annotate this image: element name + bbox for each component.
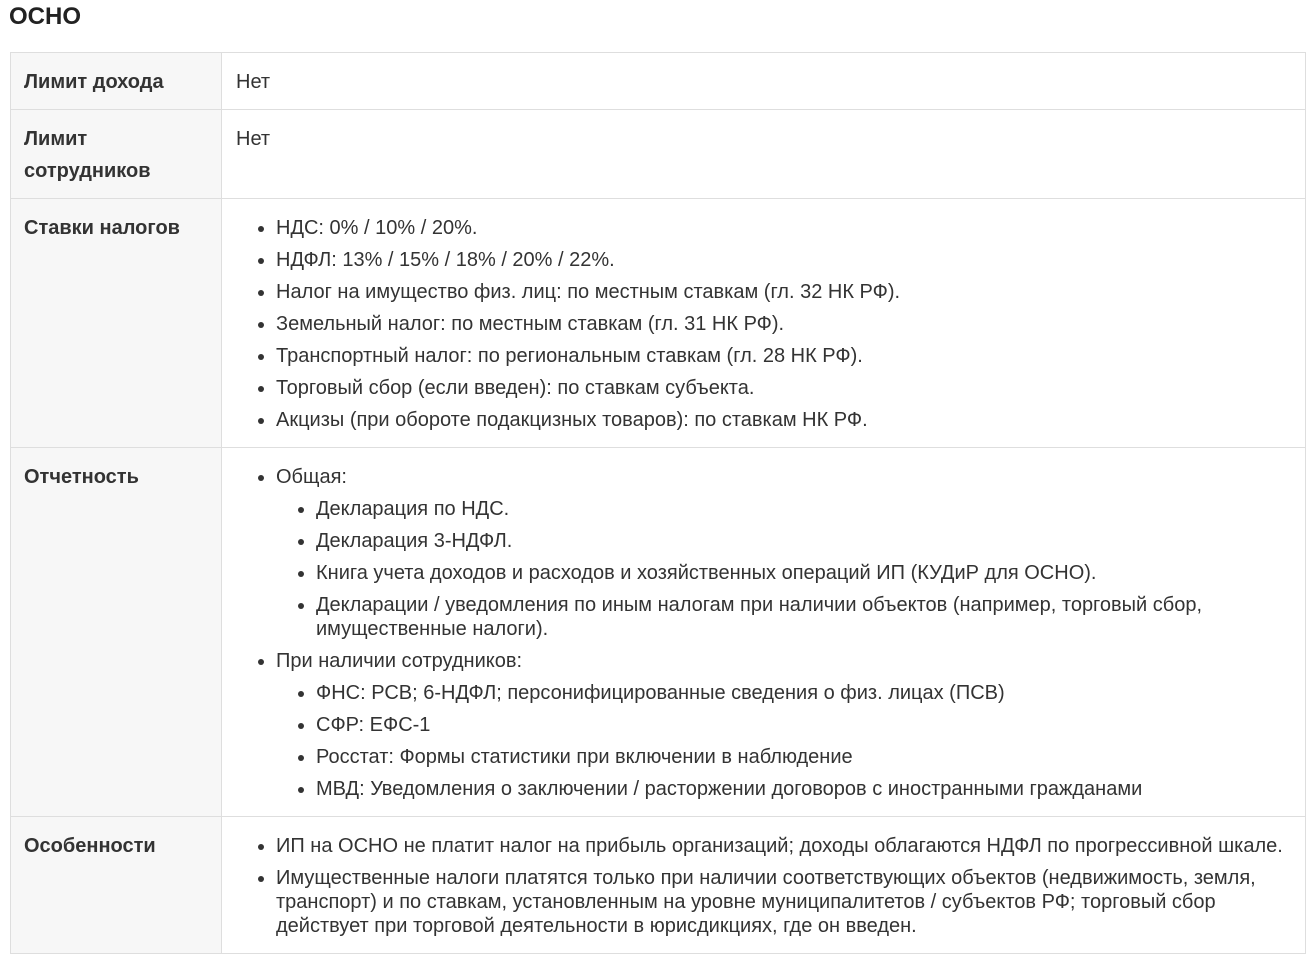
row-value-features: [222, 817, 1306, 954]
list-item: • СФР: ЕФС-1: [316, 709, 1291, 741]
table-row-tax-rates: [11, 199, 1306, 448]
regime-table: [10, 52, 1306, 954]
list-item: • Декларация по НДС.: [316, 493, 1291, 525]
page-title: ОСНО: [9, 3, 81, 30]
general-sublist: [276, 493, 1291, 645]
row-value-staff-limit: Нет: [222, 110, 1306, 199]
tax-rates-list: [236, 212, 1291, 436]
general-label: Общая:: [276, 466, 347, 488]
list-item: • ИП на ОСНО не платит налог на прибыль организаций; доходы облагаются НДФЛ по прогрессивной шкале.: [276, 830, 1291, 862]
list-item-employees: [276, 645, 1291, 805]
features-list: [236, 830, 1291, 942]
list-item: • Земельный налог: по местным ставкам (гл. 31 НК РФ).: [276, 308, 1291, 340]
list-item: • Книга учета доходов и расходов и хозяйственных операций ИП (КУДиР для ОСНО).: [316, 557, 1291, 589]
list-item: • ФНС: РСВ; 6-НДФЛ; персонифицированные сведения о физ. лицах (ПСВ): [316, 677, 1291, 709]
row-value-reporting: [222, 448, 1306, 817]
table-row-features: [11, 817, 1306, 954]
table-row-staff-limit: [11, 110, 1306, 199]
row-label-reporting: Отчетность: [11, 448, 222, 817]
list-item: • Налог на имущество физ. лиц: по местным ставкам (гл. 32 НК РФ).: [276, 276, 1291, 308]
row-value-tax-rates: [222, 199, 1306, 448]
list-item: • Торговый сбор (если введен): по ставкам субъекта.: [276, 372, 1291, 404]
list-item: • Декларация 3-НДФЛ.: [316, 525, 1291, 557]
table-row-reporting: [11, 448, 1306, 817]
row-value-income-limit: Нет: [222, 53, 1306, 110]
row-label-features: Особенности: [11, 817, 222, 954]
list-item: • МВД: Уведомления о заключении / расторжении договоров с иностранными гражданами: [316, 773, 1291, 805]
list-item: • Транспортный налог: по региональным ставкам (гл. 28 НК РФ).: [276, 340, 1291, 372]
row-label-income-limit: Лимит дохода: [11, 53, 222, 110]
list-item: • Имущественные налоги платятся только при наличии соответствующих объектов (недвижимость, земля, транспорт) и по ставкам, установленным на уровне муниципалитетов / субъектов РФ; торговый сбор действует при торговой деятельности в юрисдикциях, где он введен.: [276, 862, 1291, 942]
employees-label: При наличии сотрудников:: [276, 650, 523, 672]
list-item: • Декларации / уведомления по иным налогам при наличии объектов (например, торговый сбор, имущественные налоги).: [316, 589, 1291, 645]
reporting-list: [236, 461, 1291, 805]
list-item-general: [276, 461, 1291, 645]
list-item: • Росстат: Формы статистики при включении в наблюдение: [316, 741, 1291, 773]
list-item: • НДФЛ: 13% / 15% / 18% / 20% / 22%.: [276, 244, 1291, 276]
list-item: • НДС: 0% / 10% / 20%.: [276, 212, 1291, 244]
list-item: • Акцизы (при обороте подакцизных товаров): по ставкам НК РФ.: [276, 404, 1291, 436]
row-label-staff-limit: Лимит сотрудников: [11, 110, 222, 199]
employees-sublist: [276, 677, 1291, 805]
table-row-income-limit: [11, 53, 1306, 110]
row-label-tax-rates: Ставки налогов: [11, 199, 222, 448]
